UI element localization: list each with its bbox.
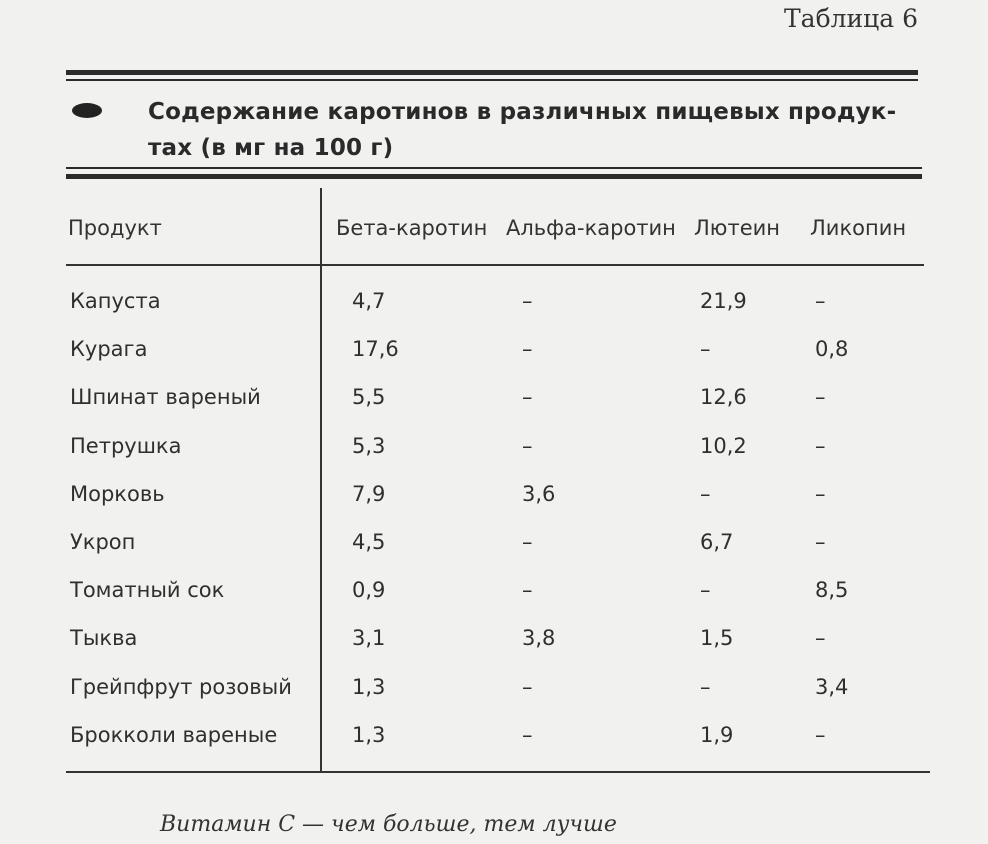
cell-product: Грейпфрут розовый bbox=[70, 675, 292, 699]
top-rule-thick bbox=[66, 70, 918, 75]
cell-lutein: 6,7 bbox=[700, 530, 734, 554]
caption-rule-thin bbox=[66, 167, 922, 169]
header-alpha-carotene: Альфа-каротин bbox=[506, 216, 676, 240]
table-caption: Содержание каротинов в различных пищевых продук- тах (в мг на 100 г) bbox=[148, 99, 897, 161]
cell-product: Морковь bbox=[70, 482, 165, 506]
cell-beta: 0,9 bbox=[352, 578, 386, 602]
table-row bbox=[0, 721, 988, 769]
cell-lutein: 12,6 bbox=[700, 385, 747, 409]
cell-beta: 4,7 bbox=[352, 289, 386, 313]
bottom-rule bbox=[66, 771, 930, 773]
cell-product: Капуста bbox=[70, 289, 161, 313]
header-product: Продукт bbox=[68, 216, 162, 240]
cell-product: Брокколи вареные bbox=[70, 723, 278, 747]
cell-beta: 4,5 bbox=[352, 530, 386, 554]
cell-lutein: – bbox=[700, 337, 711, 361]
header-rule bbox=[66, 264, 924, 266]
cell-alpha: – bbox=[522, 434, 533, 458]
header-lycopene: Ликопин bbox=[810, 216, 907, 240]
cell-beta: 5,3 bbox=[352, 434, 386, 458]
cell-product: Тыква bbox=[70, 626, 138, 650]
cell-lycopene: – bbox=[815, 289, 826, 313]
cell-beta: 17,6 bbox=[352, 337, 399, 361]
cell-lutein: – bbox=[700, 578, 711, 602]
cell-lutein: 21,9 bbox=[700, 289, 747, 313]
table-row bbox=[0, 432, 988, 480]
bullet-icon bbox=[72, 103, 102, 118]
cell-alpha: 3,6 bbox=[522, 482, 556, 506]
header-lutein: Лютеин bbox=[694, 216, 780, 240]
cell-lycopene: 3,4 bbox=[815, 675, 849, 699]
cell-product: Курага bbox=[70, 337, 148, 361]
cell-lycopene: – bbox=[815, 626, 826, 650]
cell-lycopene: 0,8 bbox=[815, 337, 849, 361]
cell-product: Шпинат вареный bbox=[70, 385, 261, 409]
cell-alpha: – bbox=[522, 289, 533, 313]
cell-alpha: – bbox=[522, 723, 533, 747]
cell-alpha: 3,8 bbox=[522, 626, 556, 650]
cell-alpha: – bbox=[522, 675, 533, 699]
cell-lycopene: – bbox=[815, 434, 826, 458]
caption-rule-thick bbox=[66, 174, 922, 179]
table-row bbox=[0, 480, 988, 528]
cell-lutein: – bbox=[700, 675, 711, 699]
table-row bbox=[0, 673, 988, 721]
table-row bbox=[0, 335, 988, 383]
cell-alpha: – bbox=[522, 337, 533, 361]
cell-alpha: – bbox=[522, 578, 533, 602]
cell-product: Укроп bbox=[70, 530, 136, 554]
cell-lycopene: – bbox=[815, 723, 826, 747]
cell-alpha: – bbox=[522, 530, 533, 554]
cell-beta: 1,3 bbox=[352, 675, 386, 699]
section-heading: Витамин С — чем больше, тем лучше bbox=[160, 812, 617, 837]
cell-lutein: 1,9 bbox=[700, 723, 734, 747]
cell-lycopene: – bbox=[815, 482, 826, 506]
cell-lutein: 1,5 bbox=[700, 626, 734, 650]
cell-beta: 3,1 bbox=[352, 626, 386, 650]
table-row bbox=[0, 528, 988, 576]
cell-lycopene: – bbox=[815, 385, 826, 409]
cell-beta: 7,9 bbox=[352, 482, 386, 506]
cell-alpha: – bbox=[522, 385, 533, 409]
cell-beta: 5,5 bbox=[352, 385, 386, 409]
cell-beta: 1,3 bbox=[352, 723, 386, 747]
table-row bbox=[0, 624, 988, 672]
cell-product: Петрушка bbox=[70, 434, 182, 458]
top-rule-thin bbox=[66, 79, 918, 81]
cell-lutein: 10,2 bbox=[700, 434, 747, 458]
cell-lycopene: 8,5 bbox=[815, 578, 849, 602]
table-number: Таблица 6 bbox=[783, 4, 918, 33]
cell-product: Томатный сок bbox=[70, 578, 225, 602]
cell-lutein: – bbox=[700, 482, 711, 506]
table-row bbox=[0, 287, 988, 335]
header-beta-carotene: Бета-каротин bbox=[336, 216, 488, 240]
table-row bbox=[0, 576, 988, 624]
table-row bbox=[0, 383, 988, 431]
cell-lycopene: – bbox=[815, 530, 826, 554]
